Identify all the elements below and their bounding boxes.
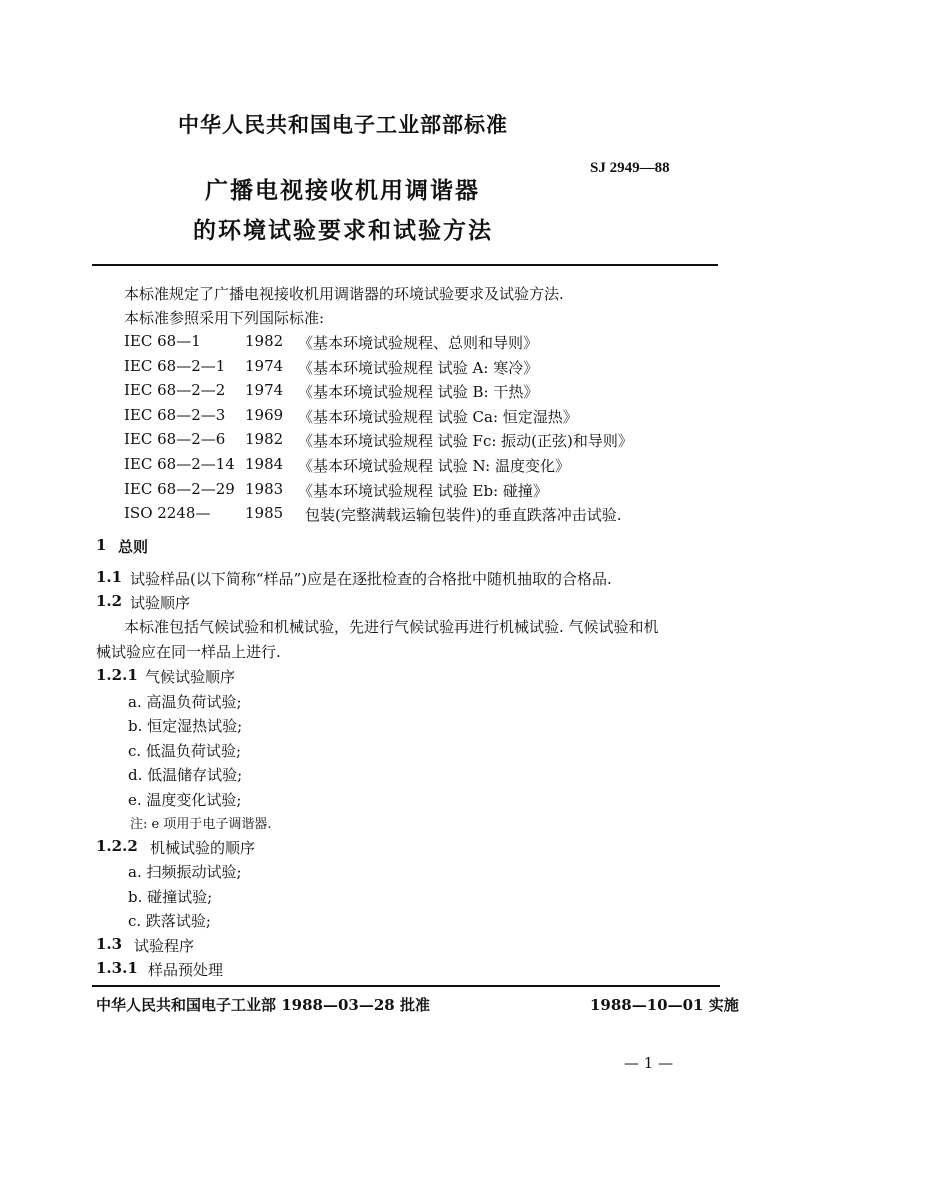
reference-title: 包装(完整满载运输包装件)的垂直跌落冲击试验. <box>305 506 622 525</box>
reference-title: 《基本环境试验规程 试验 Eb: 碰撞》 <box>298 481 548 500</box>
reference-code: IEC 68—2—2 <box>124 381 226 400</box>
reference-row <box>0 381 950 401</box>
reference-row <box>0 480 950 500</box>
section-1-number: 1 <box>96 536 107 554</box>
reference-code: IEC 68—2—29 <box>124 479 235 498</box>
reference-code: ISO 2248— <box>124 504 211 523</box>
reference-row <box>0 455 950 475</box>
section-1-1-number: 1.1 <box>96 568 123 586</box>
section-1-2-title: 试验顺序 <box>130 594 191 612</box>
mechanical-test-item: c. 跌落试验; <box>128 912 211 930</box>
reference-row <box>0 406 950 426</box>
section-1-3-title: 试验程序 <box>134 937 195 955</box>
document-title-line2: 的环境试验要求和试验方法 <box>193 218 493 244</box>
document-title-line1: 广播电视接收机用调谐器 <box>205 178 480 204</box>
standard-code: SJ 2949—88 <box>590 160 670 176</box>
scope-statement: 本标准规定了广播电视接收机用调谐器的环境试验要求及试验方法. <box>124 285 564 303</box>
section-1-3-1-title: 样品预处理 <box>148 961 224 979</box>
reference-title: 《基本环境试验规程 试验 Fc: 振动(正弦)和导则》 <box>298 432 633 451</box>
issuing-organization: 中华人民共和国电子工业部部标准 <box>178 113 508 137</box>
climate-test-item: c. 低温负荷试验; <box>128 741 241 760</box>
reference-title: 《基本环境试验规程、总则和导则》 <box>298 334 539 352</box>
reference-code: IEC 68—1 <box>124 332 201 350</box>
reference-year: 1982 <box>245 430 284 449</box>
reference-title: 《基本环境试验规程 试验 A: 寒冷》 <box>298 358 539 377</box>
reference-title: 《基本环境试验规程 试验 B: 干热》 <box>298 383 539 402</box>
approval-statement: 中华人民共和国电子工业部 1988—03—28 批准 <box>96 996 430 1014</box>
reference-code: IEC 68—2—14 <box>124 455 235 473</box>
page-number: — 1 — <box>624 1054 674 1072</box>
section-1-title: 总则 <box>118 538 149 556</box>
section-1-2-2-number: 1.2.2 <box>96 837 138 855</box>
effective-date: 1988—10—01 实施 <box>590 996 739 1014</box>
reference-code: IEC 68—2—3 <box>124 405 226 424</box>
reference-row <box>0 357 950 377</box>
mechanical-test-item: a. 扫频振动试验; <box>128 863 242 881</box>
section-1-2-1-number: 1.2.1 <box>96 666 138 684</box>
climate-test-item: a. 高温负荷试验; <box>128 693 242 711</box>
climate-test-item: e. 温度变化试验; <box>128 790 242 809</box>
header-rule <box>92 264 718 266</box>
reference-year: 1969 <box>245 405 284 424</box>
section-1-3-number: 1.3 <box>96 935 123 953</box>
reference-row <box>0 504 950 524</box>
section-1-3-1-number: 1.3.1 <box>96 959 138 977</box>
reference-year: 1984 <box>245 455 284 473</box>
section-1-2-1-title: 气候试验顺序 <box>145 668 236 686</box>
reference-year: 1983 <box>245 479 284 498</box>
climate-test-item: d. 低温储存试验; <box>128 766 243 785</box>
footer-rule <box>92 985 720 987</box>
reference-row <box>0 430 950 450</box>
reference-code: IEC 68—2—6 <box>124 430 226 449</box>
reference-year: 1985 <box>245 504 284 523</box>
reference-title: 《基本环境试验规程 试验 Ca: 恒定湿热》 <box>298 407 578 426</box>
section-1-1-text: 试验样品(以下简称“样品”)应是在逐批检查的合格批中随机抽取的合格品. <box>130 570 612 588</box>
climate-test-item: b. 恒定湿热试验; <box>128 717 243 736</box>
reference-row <box>0 332 950 352</box>
references-intro: 本标准参照采用下列国际标准: <box>124 309 325 327</box>
reference-year: 1974 <box>245 381 284 400</box>
section-1-2-paragraph-line2: 械试验应在同一样品上进行. <box>96 643 281 661</box>
reference-year: 1982 <box>245 332 284 350</box>
note: 注: e 项用于电子调谐器. <box>130 817 272 832</box>
section-1-2-number: 1.2 <box>96 592 123 610</box>
reference-code: IEC 68—2—1 <box>124 356 226 375</box>
reference-title: 《基本环境试验规程 试验 N: 温度变化》 <box>298 457 570 475</box>
section-1-2-2-title: 机械试验的顺序 <box>150 839 256 857</box>
reference-year: 1974 <box>245 356 284 375</box>
mechanical-test-item: b. 碰撞试验; <box>128 887 213 906</box>
section-1-2-paragraph-line1: 本标准包括气候试验和机械试验，先进行气候试验再进行机械试验. 气候试验和机 <box>124 618 659 636</box>
